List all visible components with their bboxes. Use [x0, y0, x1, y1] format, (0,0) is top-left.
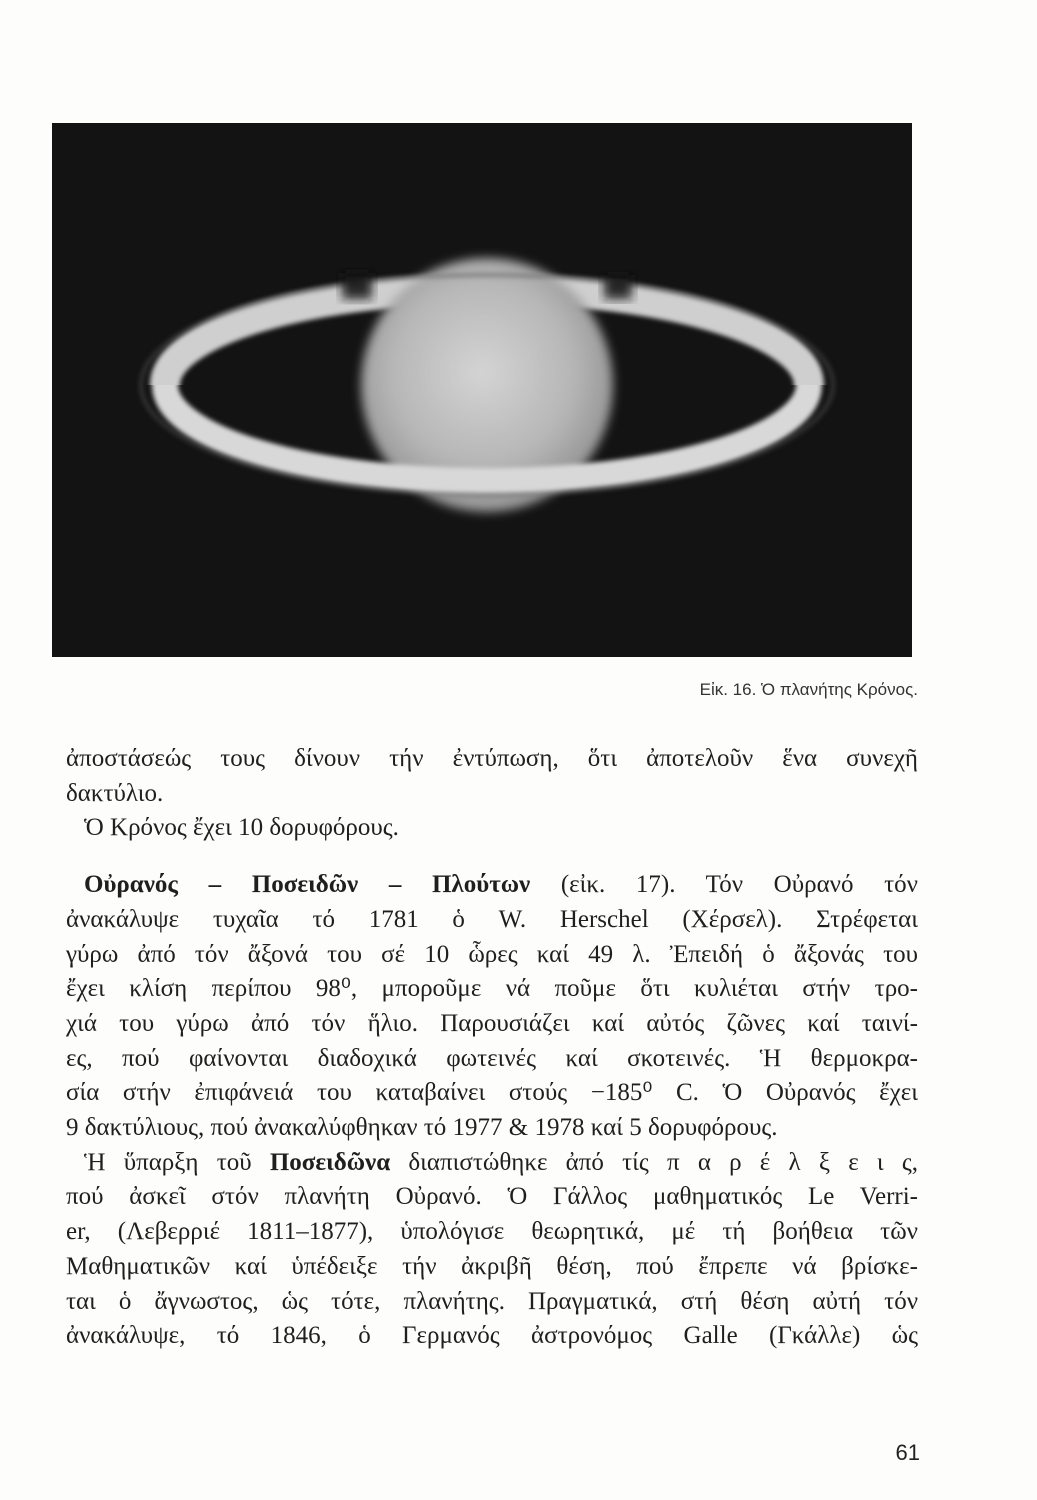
text-line: ἀποστάσεώς τους δίνουν τήν ἐντύπωση, ὅτι ἀποτελοῦν ἕνα συνεχῆ — [66, 745, 918, 772]
body-text — [66, 742, 918, 1354]
text-line: ες, πού φαίνονται διαδοχικά φωτεινές καί σκοτεινές. Ἡ θερμοκρα- — [66, 1044, 918, 1072]
text-line: ἀνακάλυψε τυχαῖα τό 1781 ὁ W. Herschel (Χέρσελ). Στρέφεται — [66, 905, 918, 933]
text-line: ἔχει κλίση περίπου 98⁰, μποροῦμε νά ποῦμε ὅτι κυλιέται στήν τρο- — [66, 975, 918, 1003]
text-line: γύρω ἀπό τόν ἄξονά του σέ 10 ὧρες καί 49 λ. Ἐπειδή ὁ ἄξονάς του — [66, 940, 918, 968]
text-line: 9 δακτύλιους, πού ἀνακαλύφθηκαν τό 1977 & 1978 καί 5 δορυφόρους. — [66, 1114, 778, 1142]
text-line: χιά του γύρω ἀπό τόν ἥλιο. Παρουσιάζει καί αὐτός ζῶνες καί ταινί- — [66, 1009, 918, 1037]
text-line: ται ὁ ἄγνωστος, ὡς τότε, πλανήτης. Πραγματικά, στή θέση αὐτή τόν — [66, 1287, 918, 1315]
page-number: 61 — [895, 1440, 920, 1465]
text-line: Ὁ Κρόνος ἔχει 10 δορυφόρους. — [84, 814, 399, 842]
planet-name-bold: Ποσειδῶνα — [269, 1148, 391, 1176]
text-line: Ἡ ὕπαρξη τοῦ Ποσειδῶνα διαπιστώθηκε ἀπό τίς π α ρ έ λ ξ ε ι ς, — [84, 1148, 918, 1176]
text-line: πού ἀσκεῖ στόν πλανήτη Οὐρανό. Ὁ Γάλλος μαθηματικός Le Verri- — [66, 1183, 918, 1211]
text-line: σία στήν ἐπιφάνειά του καταβαίνει στούς −185⁰ C. Ὁ Οὐρανός ἔχει — [66, 1079, 918, 1107]
text-line: er, (Λεβερριέ 1811–1877), ὑπολόγισε θεωρητικά, μέ τή βοήθεια τῶν — [66, 1218, 918, 1246]
saturn-photograph — [52, 123, 912, 657]
figure-caption: Εἰκ. 16. Ὁ πλανήτης Κρόνος. — [699, 680, 918, 699]
text-line: Οὐρανός – Ποσειδῶν – Πλούτων (εἰκ. 17). Τόν Οὐρανό τόν — [84, 871, 918, 899]
text-line: δακτύλιο. — [66, 779, 164, 807]
section-heading: Οὐρανός – Ποσειδῶν – Πλούτων — [84, 871, 531, 899]
saturn-image — [52, 123, 912, 657]
text-line: ἀνακάλυψε, τό 1846, ὁ Γερμανός ἀστρονόμος Galle (Γκάλλε) ὡς — [66, 1322, 918, 1350]
text-line: Μαθηματικῶν καί ὑπέδειξε τήν ἀκριβῆ θέση, πού ἔπρεπε νά βρίσκε- — [66, 1252, 918, 1280]
